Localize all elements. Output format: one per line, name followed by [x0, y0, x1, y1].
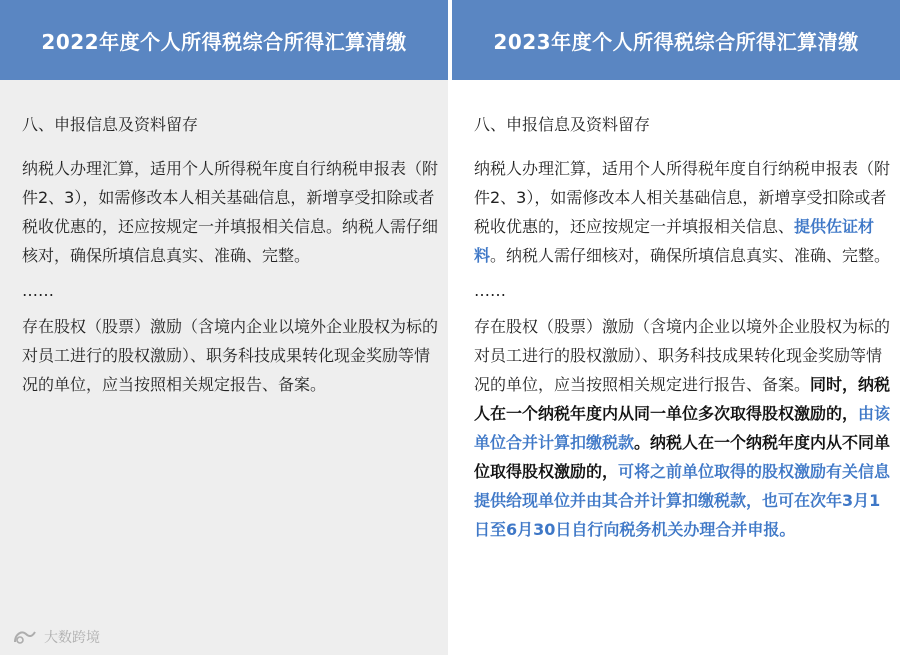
right-para2-bold-2: 。纳税人在一个纳税年度内从不同单位取得股权激励的， — [474, 433, 891, 481]
right-section-title: 八、申报信息及资料留存 — [474, 115, 651, 134]
right-para2-bold-1: 同时，纳税人在一个纳税年度内从同一单位多次取得股权激励的， — [474, 375, 891, 423]
right-paragraph-2 — [474, 312, 894, 544]
right-para2-highlight-2: 可将之前单位取得的股权激励有关信息提供给现单位并由其合并计算扣缴税款，也可在次年3月1日至6月30日自行向税务机关办理合并申报。 — [474, 462, 891, 539]
right-body — [452, 80, 894, 544]
left-ellipsis: …… — [22, 281, 54, 300]
right-header: 2023年度个人所得税综合所得汇算清缴 — [452, 0, 900, 80]
right-para1-highlight: 提供佐证材料 — [474, 217, 875, 265]
left-header: 2022年度个人所得税综合所得汇算清缴 — [0, 0, 448, 80]
watermark-logo-icon — [12, 628, 38, 646]
right-para2-highlight-1: 由该单位合并计算扣缴税款 — [474, 404, 891, 452]
left-paragraph-2: 存在股权（股票）激励（含境内企业以境外企业股权为标的对员工进行的股权激励）、职务科技成果转化现金奖励等情况的单位，应当按照相关规定报告、备案。 — [22, 317, 439, 394]
left-section-title: 八、申报信息及资料留存 — [22, 115, 199, 134]
right-para2-text: 存在股权（股票）激励（含境内企业以境外企业股权为标的对员工进行的股权激励）、职务科技成果转化现金奖励等情况的单位，应当按照相关规定进行报告、备案。 — [474, 317, 891, 394]
left-paragraph-1: 纳税人办理汇算，适用个人所得税年度自行纳税申报表（附件2、3），如需修改本人相关基础信息，新增享受扣除或者税收优惠的，还应按规定一并填报相关信息。纳税人需仔细核对，确保所填信息真实、准确、完整。 — [22, 159, 439, 265]
watermark — [12, 627, 100, 647]
right-paragraph-1 — [474, 154, 894, 270]
left-body — [0, 80, 442, 399]
left-column-2022 — [0, 0, 448, 655]
right-para1-tail: 。纳税人需仔细核对，确保所填信息真实、准确、完整。 — [490, 246, 891, 265]
right-para1-text: 纳税人办理汇算，适用个人所得税年度自行纳税申报表（附件2、3），如需修改本人相关基础信息，新增享受扣除或者税收优惠的，还应按规定一并填报相关信息、 — [474, 159, 891, 236]
right-ellipsis: …… — [474, 281, 506, 300]
right-column-2023 — [452, 0, 900, 655]
watermark-text: 大数跨境 — [44, 630, 100, 646]
